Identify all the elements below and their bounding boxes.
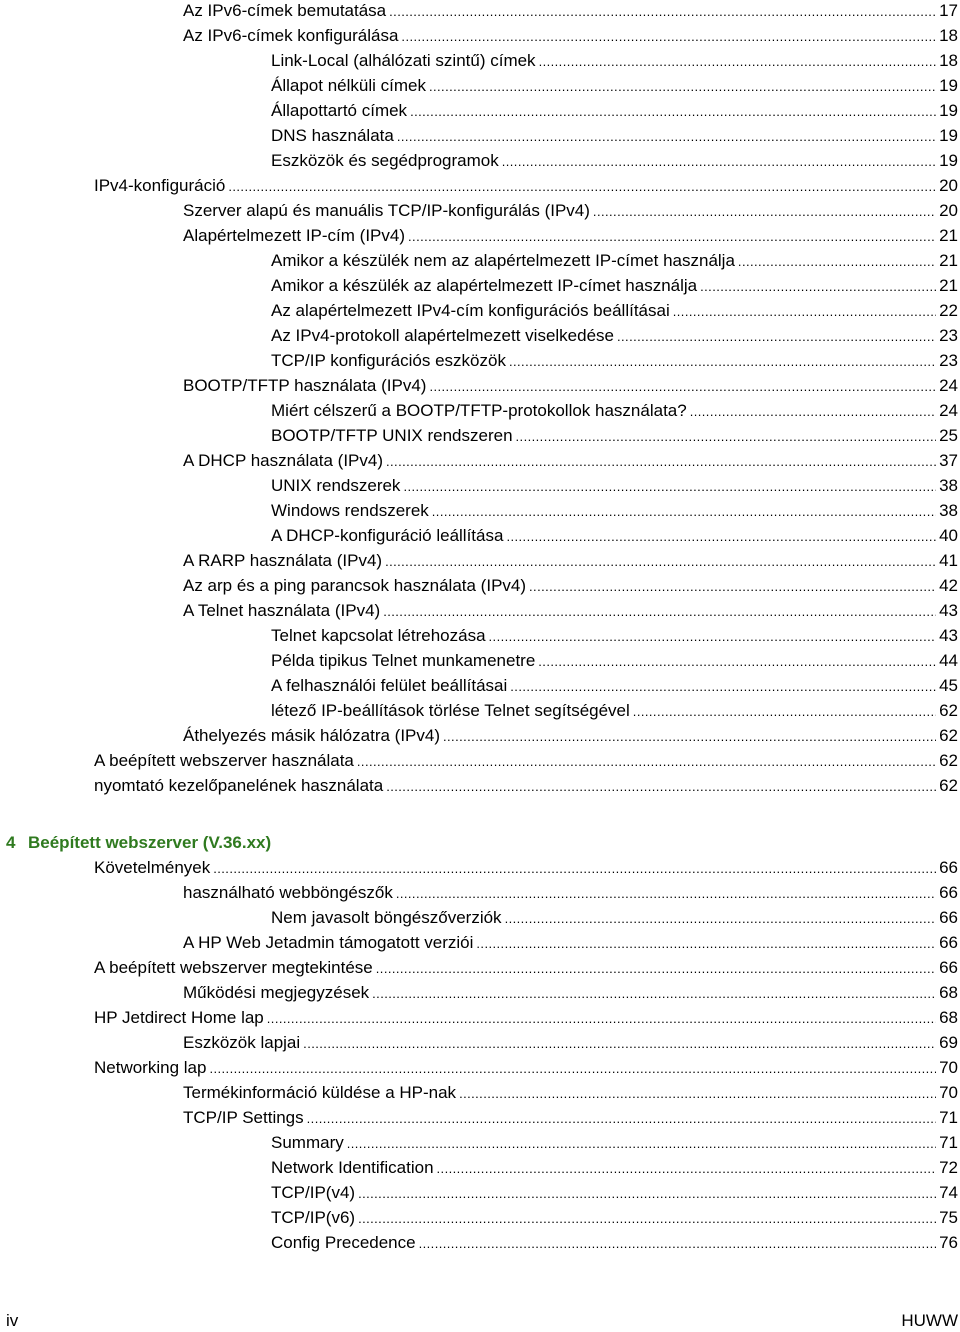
toc-leader-dots [593,200,936,223]
toc-entry-page: 71 [939,1108,958,1127]
toc-leader-dots [209,1057,936,1080]
toc-leader-dots [357,750,936,773]
toc-entry-page: 68 [939,1008,958,1027]
toc-leader-dots [307,1107,936,1130]
toc-entry-title: Az alapértelmezett IPv4-cím konfigurációs beállításai [271,301,670,320]
toc-entry-page: 19 [939,101,958,120]
toc-entry[interactable] [0,725,960,750]
toc-entry[interactable] [0,957,960,982]
toc-entry-title: DNS használata [271,126,394,145]
toc-entry[interactable] [0,1207,960,1232]
toc-entry-title: TCP/IP(v4) [271,1183,356,1202]
toc-entry-title: Miért célszerű a BOOTP/TFTP-protokollok használata? [271,401,687,420]
toc-leader-dots [410,100,936,123]
toc-entry[interactable] [0,225,960,250]
toc-leader-dots [376,957,936,980]
toc-entry[interactable] [0,1057,960,1082]
toc-entry-page: 20 [939,176,958,195]
toc-leader-dots [506,525,936,548]
toc-leader-dots [443,725,936,748]
toc-entry-page: 23 [939,326,958,345]
toc-entry-page: 17 [939,1,958,20]
toc-leader-dots [228,175,936,198]
toc-entry-title: Network Identification [271,1158,434,1177]
toc-leader-dots [690,400,936,423]
toc-entry[interactable] [0,857,960,882]
toc-entry-title: Nem javasolt böngészőverziók [271,908,502,927]
toc-entry-title: Példa tipikus Telnet munkamenetre [271,651,536,670]
toc-entry-page: 62 [939,751,958,770]
toc-entry-title: BOOTP/TFTP használata (IPv4) [183,376,427,395]
toc-leader-dots [510,675,936,698]
toc-entry[interactable] [0,600,960,625]
toc-entry-title: Termékinformáció küldése a HP-nak [183,1083,457,1102]
toc-entry-title: Az IPv4-protokoll alapértelmezett viselkedése [271,326,614,345]
toc-entry[interactable] [0,350,960,375]
toc-entry-title: Config Precedence [271,1233,416,1252]
toc-leader-dots [489,625,937,648]
toc-leader-dots [516,425,937,448]
toc-leader-dots [432,500,936,523]
toc-entry-page: 42 [939,576,958,595]
toc-leader-dots [538,650,936,673]
toc-entry[interactable] [0,175,960,200]
toc-entry[interactable] [0,0,960,25]
toc-leader-dots [396,882,936,905]
toc-leader-dots [389,0,936,23]
toc-leader-dots [385,550,936,573]
toc-leader-dots [502,150,936,173]
toc-leader-dots [673,300,936,323]
toc-leader-dots [738,250,936,273]
toc-leader-dots [633,700,936,723]
toc-entry-page: 74 [939,1183,958,1202]
toc-entry[interactable] [0,1232,960,1257]
toc-entry-title: A RARP használata (IPv4) [183,551,383,570]
toc-entry-title: Az IPv6-címek konfigurálása [183,26,399,45]
toc-entry-page: 40 [939,526,958,545]
toc-leader-dots [408,225,936,248]
toc-entry[interactable] [0,25,960,50]
toc-entry[interactable] [0,550,960,575]
toc-entry-title: Állapottartó címek [271,101,408,120]
toc-entry[interactable] [0,200,960,225]
toc-entry-page: 66 [939,883,958,902]
toc-entry-title: A beépített webszerver használata [94,751,354,770]
toc-entry-page: 38 [939,501,958,520]
toc-entry-page: 38 [939,476,958,495]
toc-entry-page: 44 [939,651,958,670]
toc-entry[interactable] [0,750,960,775]
toc-entry-title: Windows rendszerek [271,501,429,520]
toc-entry-page: 66 [939,933,958,952]
toc-entry-page: 24 [939,376,958,395]
toc-entry-title: Az arp és a ping parancsok használata (IPv4) [183,576,527,595]
toc-leader-dots [383,600,936,623]
toc-entry-page: 22 [939,301,958,320]
toc-entry-page: 45 [939,676,958,695]
toc-entry-page: 18 [939,26,958,45]
toc-entry[interactable] [0,75,960,100]
toc-entry-title: Követelmények [94,858,211,877]
toc-entry[interactable] [0,500,960,525]
toc-entry[interactable] [0,625,960,650]
toc-entry-page: 71 [939,1133,958,1152]
toc-entry-page: 76 [939,1233,958,1252]
toc-entry-title: Telnet kapcsolat létrehozása [271,626,486,645]
toc-entry-page: 75 [939,1208,958,1227]
toc-entry-page: 20 [939,201,958,220]
toc-leader-dots [419,1232,936,1255]
toc-leader-dots [476,932,936,955]
chapter-number: 4 [6,833,16,852]
chapter-heading[interactable] [6,832,271,854]
toc-leader-dots [397,125,936,148]
toc-entry-title: UNIX rendszerek [271,476,401,495]
toc-entry[interactable] [0,450,960,475]
toc-entry-title: A DHCP-konfiguráció leállítása [271,526,504,545]
toc-leader-dots [700,275,936,298]
toc-entry-title: Eszközök és segédprogramok [271,151,499,170]
toc-leader-dots [505,907,937,930]
toc-entry[interactable] [0,400,960,425]
toc-entry[interactable] [0,775,960,800]
toc-entry[interactable] [0,100,960,125]
toc-entry-page: 62 [939,701,958,720]
toc-entry[interactable] [0,882,960,907]
toc-entry-page: 19 [939,151,958,170]
toc-leader-dots [509,350,936,373]
toc-entry[interactable] [0,1132,960,1157]
toc-leader-dots [213,857,936,880]
toc-entry-page: 19 [939,126,958,145]
toc-entry-page: 37 [939,451,958,470]
toc-entry-page: 24 [939,401,958,420]
toc-leader-dots [303,1032,936,1055]
toc-leader-dots [372,982,936,1005]
toc-entry-page: 18 [939,51,958,70]
toc-entry-page: 21 [939,226,958,245]
toc-entry[interactable] [0,1032,960,1057]
toc-entry[interactable] [0,932,960,957]
toc-entry[interactable] [0,300,960,325]
toc-entry-title: Amikor a készülék nem az alapértelmezett IP-címet használja [271,251,735,270]
toc-entry[interactable] [0,375,960,400]
toc-entry[interactable] [0,1082,960,1107]
toc-entry-page: 25 [939,426,958,445]
chapter-title: Beépített webszerver (V.36.xx) [28,833,272,852]
toc-entry-title: Szerver alapú és manuális TCP/IP-konfigurálás (IPv4) [183,201,590,220]
toc-leader-dots [386,450,936,473]
toc-entry-page: 70 [939,1058,958,1077]
toc-entry[interactable] [0,275,960,300]
toc-entry[interactable] [0,325,960,350]
toc-entry-page: 43 [939,601,958,620]
toc-entry-page: 70 [939,1083,958,1102]
toc-entry-title: nyomtató kezelőpanelének használata [94,776,384,795]
toc-entry-page: 62 [939,726,958,745]
toc-entry-page: 21 [939,251,958,270]
toc-entry[interactable] [0,675,960,700]
toc-entry-title: TCP/IP konfigurációs eszközök [271,351,506,370]
toc-entry[interactable] [0,1157,960,1182]
toc-entry-page: 62 [939,776,958,795]
toc-entry-title: Az IPv6-címek bemutatása [183,1,387,20]
toc-entry-page: 66 [939,958,958,977]
toc-entry[interactable] [0,50,960,75]
toc-entry-page: 19 [939,76,958,95]
toc-entry-page: 23 [939,351,958,370]
page-number: iv [6,1311,19,1330]
toc-entry-title: Állapot nélküli címek [271,76,426,95]
toc-entry-title: A Telnet használata (IPv4) [183,601,381,620]
footer-brand: HUWW [901,1311,958,1330]
toc-entry-title: Link-Local (alhálózati szintű) címek [271,51,536,70]
toc-leader-dots [429,75,936,98]
toc-leader-dots [403,475,936,498]
toc-entry-title: Summary [271,1133,344,1152]
toc-entry-title: BOOTP/TFTP UNIX rendszeren [271,426,513,445]
toc-entry-page: 43 [939,626,958,645]
toc-entry-title: Alapértelmezett IP-cím (IPv4) [183,226,406,245]
toc-entry[interactable] [0,907,960,932]
toc-entry[interactable] [0,1107,960,1132]
toc-leader-dots [437,1157,937,1180]
toc-entry-title: Amikor a készülék az alapértelmezett IP-címet használja [271,276,698,295]
toc-entry-title: használható webböngészők [183,883,393,902]
toc-entry-page: 69 [939,1033,958,1052]
toc-entry[interactable] [0,1007,960,1032]
toc-entry-page: 21 [939,276,958,295]
toc-entry-title: HP Jetdirect Home lap [94,1008,264,1027]
toc-entry-title: A beépített webszerver megtekintése [94,958,373,977]
toc-entry-title: Networking lap [94,1058,207,1077]
toc-leader-dots [358,1182,936,1205]
toc-entry[interactable] [0,425,960,450]
toc-entry-page: 41 [939,551,958,570]
toc-entry[interactable] [0,650,960,675]
toc-entry-title: TCP/IP(v6) [271,1208,356,1227]
toc-leader-dots [429,375,936,398]
toc-entry-title: Eszközök lapjai [183,1033,301,1052]
toc-entry-page: 66 [939,908,958,927]
toc-leader-dots [358,1207,936,1230]
toc-leader-dots [401,25,936,48]
toc-entry-title: létező IP-beállítások törlése Telnet segítségével [271,701,630,720]
toc-entry[interactable] [0,700,960,725]
toc-entry-title: IPv4-konfiguráció [94,176,226,195]
toc-entry[interactable] [0,982,960,1007]
toc-entry[interactable] [0,150,960,175]
toc-leader-dots [529,575,936,598]
toc-entry[interactable] [0,1182,960,1207]
toc-leader-dots [386,775,936,798]
toc-leader-dots [539,50,937,73]
toc-entry-title: TCP/IP Settings [183,1108,304,1127]
toc-entry-page: 68 [939,983,958,1002]
toc-entry-title: A felhasználói felület beállításai [271,676,508,695]
toc-entry[interactable] [0,575,960,600]
toc-entry-page: 66 [939,858,958,877]
toc-leader-dots [347,1132,936,1155]
toc-leader-dots [617,325,936,348]
toc-entry-title: A HP Web Jetadmin támogatott verziói [183,933,474,952]
toc-entry-title: Áthelyezés másik hálózatra (IPv4) [183,726,440,745]
toc-leader-dots [459,1082,936,1105]
toc-entry[interactable] [0,475,960,500]
toc-entry-title: Működési megjegyzések [183,983,370,1002]
toc-entry-title: A DHCP használata (IPv4) [183,451,383,470]
toc-entry[interactable] [0,125,960,150]
toc-entry-page: 72 [939,1158,958,1177]
toc-entry[interactable] [0,525,960,550]
toc-leader-dots [267,1007,936,1030]
toc-entry[interactable] [0,250,960,275]
